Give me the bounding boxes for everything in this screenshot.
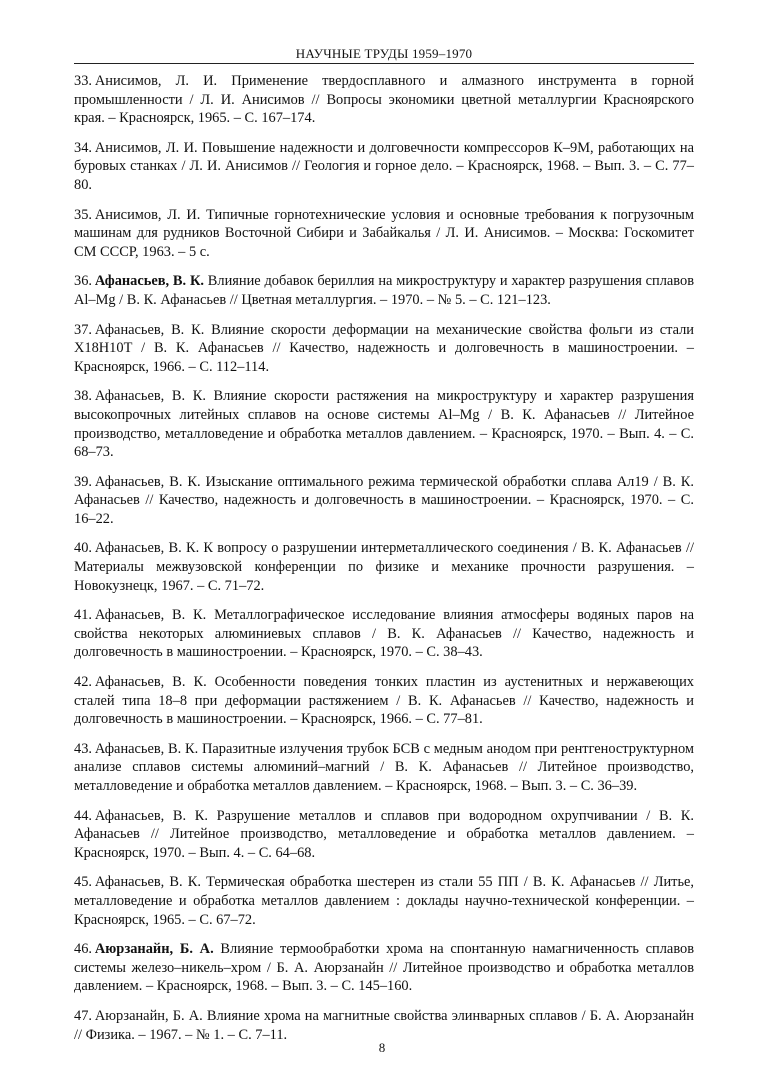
entry-text: Влияние скорости растяжения на микроструктуру и характер разрушения высокопрочных литейных сплавов на основе системы Al–Mg / В. К. Афанасьев // Литейное производство, металловедение и обработка металлов давлением. – Красноярск, 1970. – Вып. 4. – С. 68–73. — [74, 388, 694, 461]
bibliography-entry — [74, 387, 694, 461]
entry-number: 43. — [74, 740, 92, 757]
entry-author: Аюрзанайн, Б. А. — [94, 1007, 203, 1024]
entry-number: 34. — [74, 139, 92, 156]
entry-text: Применение твердосплавного и алмазного инструмента в горной промышленности / Л. И. Анисимов // Вопросы экономики цветной металлургии Красноярского края. – Красноярск, 1965. – С. 167–174. — [74, 73, 695, 127]
entry-author: Афанасьев, В. К. — [94, 473, 201, 490]
entry-number: 44. — [74, 807, 92, 824]
entry-author: Афанасьев, В. К. — [94, 807, 208, 824]
entry-author: Афанасьев, В. К. — [94, 607, 207, 624]
entry-author: Афанасьев, В. К. — [94, 540, 200, 557]
entry-number: 37. — [74, 321, 92, 338]
entry-author: Афанасьев, В. К. — [94, 388, 206, 405]
entry-number: 35. — [74, 206, 92, 223]
entry-text: Типичные горнотехнические условия и основные требования к погрузочным машинам для рудников Восточной Сибири и Забайкалья / Л. И. Анисимов. – Москва: Госкомитет СМ СССР, 1963. – 5 с. — [74, 206, 695, 260]
bibliography-entry — [74, 473, 694, 529]
entry-author: Афанасьев, В. К. — [94, 740, 199, 757]
entry-author: Аюрзанайн, Б. А. — [94, 941, 214, 958]
entry-text: Влияние добавок бериллия на микроструктуру и характер разрушения сплавов Al–Mg / В. К. Афанасьев // Цветная металлургия. – 1970. – № 5. – С. 121–123. — [74, 273, 694, 308]
bibliography-entry — [74, 139, 694, 195]
entry-author: Анисимов, Л. И. — [94, 139, 198, 156]
bibliography-entry — [74, 673, 694, 729]
entry-text: Термическая обработка шестерен из стали 55 ПП / В. К. Афанасьев // Литье, металловедение и обработка металлов давлением : доклады научно-технической конференции. – Красноярск, 1965. – С. 67–72. — [74, 874, 694, 928]
bibliography-entry — [74, 272, 694, 309]
bibliography-entry — [74, 72, 694, 128]
entry-text: Влияние хрома на магнитные свойства элинварных сплавов / Б. А. Аюрзанайн // Физика. – 1967. – № 1. – С. 7–11. — [74, 1007, 694, 1043]
entry-author: Афанасьев, В. К. — [94, 273, 204, 290]
entry-text: Металлографическое исследование влияния атмосферы водяных паров на свойства некоторых алюминиевых сплавов / В. К. Афанасьев // Качество, надежность и долговечность в машиностроении. – Красноярск, 1970. – С. 38–43. — [74, 607, 695, 661]
entry-text: Паразитные излучения трубок БСВ с медным анодом при рентгеноструктурном анализе сплавов системы алюминий–магний / В. К. Афанасьев // Литейное производство, металловедение и обработка металлов давлением. – Красноярск, 1968. – Вып. 3. – С. 36–39. — [74, 740, 694, 794]
entry-number: 40. — [74, 540, 92, 557]
entry-number: 36. — [74, 273, 92, 290]
bibliography-entry — [74, 740, 694, 796]
bibliography-entry — [74, 539, 694, 595]
bibliography-entry — [74, 321, 694, 377]
bibliography-entry — [74, 807, 694, 863]
entry-text: Изыскание оптимального режима термической обработки сплава Ал19 / В. К. Афанасьев // Качество, надежность и долговечность в машиностроении. – Красноярск, 1970. – С. 16–22. — [74, 473, 695, 527]
page-number: 8 — [378, 1040, 386, 1055]
entry-text: Влияние скорости деформации на механические свойства фольги из стали Х18Н10Т / В. К. Афанасьев // Качество, надежность и долговечность в машиностроении. – Красноярск, 1966. – С. 112–114. — [74, 321, 694, 375]
entry-number: 45. — [74, 874, 92, 891]
entry-text: К вопросу о разрушении интерметаллического соединения / В. К. Афанасьев // Материалы межвузовской конференции по физике и механике прочности разрушения. – Новокузнецк, 1967. – С. 71–72. — [74, 540, 694, 594]
entry-author: Афанасьев, В. К. — [94, 674, 207, 691]
entry-author: Афанасьев, В. К. — [94, 874, 201, 891]
entry-number: 39. — [74, 473, 92, 490]
running-header: НАУЧНЫЕ ТРУДЫ 1959–1970 — [295, 46, 473, 61]
entry-number: 47. — [74, 1007, 92, 1024]
entry-number: 33. — [74, 73, 92, 89]
bibliography-entry — [74, 206, 694, 262]
entry-number: 41. — [74, 607, 92, 624]
entry-author: Анисимов, Л. И. — [94, 206, 201, 223]
entry-author: Афанасьев, В. К. — [94, 321, 205, 338]
entry-text: Разрушение металлов и сплавов при водородном охрупчивании / В. К. Афанасьев // Литейное производство, металловедение и обработка металлов давлением. – Красноярск, 1970. – Вып. 4. – С. 64–68. — [74, 807, 694, 861]
entry-number: 38. — [74, 388, 92, 405]
entry-number: 46. — [74, 941, 92, 958]
bibliography-entry — [74, 606, 694, 662]
bibliography-list — [74, 72, 694, 1055]
bibliography-entry — [74, 1007, 694, 1044]
header-divider — [74, 63, 694, 64]
entry-text: Повышение надежности и долговечности компрессоров К–9М, работающих на буровых станках / Л. И. Анисимов // Геология и горное дело. – Красноярск, 1968. – Вып. 3. – С. 77–80. — [74, 139, 694, 193]
entry-text: Влияние термообработки хрома на спонтанную намагниченность сплавов системы железо–никель–хром / Б. А. Аюрзанайн // Литейное производство и обработка металлов давлением. – Красноярск, 1968. – Вып. 3. – С. 145–160. — [74, 941, 695, 995]
bibliography-entry — [74, 873, 694, 929]
entry-text: Особенности поведения тонких пластин из аустенитных и нержавеющих сталей типа 18–8 при деформации растяжением / В. К. Афанасьев // Качество, надежность и долговечность в машиностроении. – Красноярск, 1966. – С. 77–81. — [74, 674, 694, 728]
entry-number: 42. — [74, 674, 92, 691]
entry-author: Анисимов, Л. И. — [94, 73, 218, 89]
bibliography-entry — [74, 940, 694, 996]
